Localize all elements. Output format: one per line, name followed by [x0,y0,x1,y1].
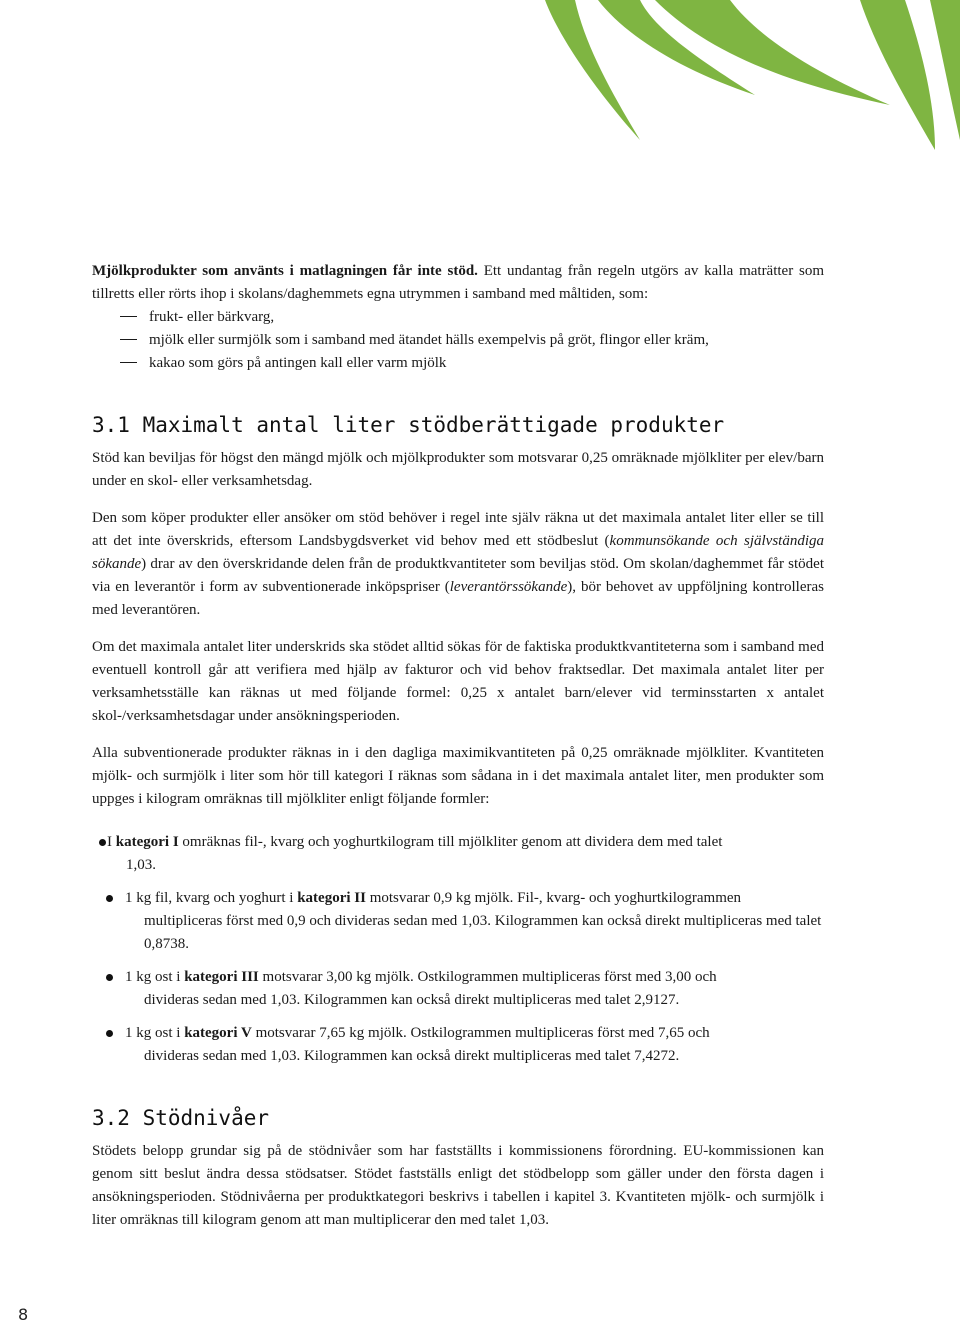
section-heading-3-2: 3.2 Stödnivåer [92,1106,270,1130]
intro-text: Ett undantag från regeln utgörs av kalla maträtter som tillretts eller rörts ihop i skolans/daghemmets egna utrymmen i samband med måltiden, som: [92,263,824,302]
bullet-dot-icon [106,974,113,981]
intro-dash-list [92,306,824,375]
bullet-dot-icon [106,895,113,902]
green-leaf-decoration [0,0,960,160]
page-number: 8 [18,1305,29,1324]
bullet-dot-icon [99,839,106,846]
p2-text-c: ), bör behovet av uppföljning kontrolleras med leverantören. [92,579,824,618]
bullet-item-category-3: 1 kg ost i kategori III motsvarar 3,00 kg mjölk. Ostkilogrammen multipliceras först med 3,00 och divideras sedan med 1,03. Kilogrammen kan också direkt multipliceras med talet 2,9127. [92,966,824,1012]
section1-paragraph-3: Om det maximala antalet liter underskrids ska stödet alltid sökas för de faktiska produktkvantiteterna som i samband med eventuell kontroll går att verifiera med hjälp av fakturor och vid behov fraktsedlar. Det maximala antalet liter per verksamhetsställe kan räknas ut med följande formel: 0,25 x antalet barn/elever vid terminsstarten x antalet skol-/verksamhetsdagar under ansökningsperioden. [92,639,824,724]
p2-text-b: ) drar av den överskridande delen från de produktkvantiteter som beviljas stöd. Om skolan/daghemmet får stödet via en leverantör i form av subventionerade inköpspriser ( [92,556,824,595]
bullet-item-category-5: 1 kg ost i kategori V motsvarar 7,65 kg mjölk. Ostkilogrammen multipliceras först med 7,65 och divideras sedan med 1,03. Kilogrammen kan också direkt multipliceras med talet 7,4272. [92,1022,824,1068]
document-body [92,260,824,1232]
intro-bold-sentence: Mjölkprodukter som använts i matlagningen får inte stöd. [92,263,478,279]
p2-text-a: Den som köper produkter eller ansöker om stöd behöver i regel inte själv räkna ut det maximala antalet liter eller se till att det inte överskrids, eftersom Landsbygdsverket vid behov med ett stödbeslut ( [92,510,824,549]
p2-italic-applicants: kommunsökande och självständiga sökande [92,533,824,572]
bullet-item-category-1: I kategori I omräknas fil-, kvarg och yoghurtkilogram till mjölkliter genom att dividera dem med talet 1,03. [92,831,824,877]
section1-paragraph-1: Stöd kan beviljas för högst den mängd mjölk och mjölkprodukter som motsvarar 0,25 omräknade mjölkliter per elev/barn under en skol- eller verksamhetsdag. [92,450,824,489]
p2-italic-supplier: leverantörssökande [449,579,568,595]
section2-paragraph-1: Stödets belopp grundar sig på de stödnivåer som har fastställts i kommissionens förordning. EU-kommissionen kan genom sitt beslut ändra dessa stödsatser. Stödet fastställs enligt det stödbelopp som gäller under den första dagen i ansökningsperioden. Stödnivåerna per produktkategori beskrivs i tabellen i kapitel 3. Kvantiteten mjölk- och surmjölk i liter omräknas till kilogram genom att man multiplicerar den med talet 1,03. [92,1143,824,1228]
section1-paragraph-2 [92,507,824,622]
dash-list-item: frukt- eller bärkvarg, [92,306,824,329]
conversion-bullet-list [92,831,824,1068]
bullet-item-category-2: 1 kg fil, kvarg och yoghurt i kategori II motsvarar 0,9 kg mjölk. Fil-, kvarg- och yoghurtkilogrammen multipliceras först med 0,9 och divideras sedan med 1,03. Kilogrammen kan också direkt multipliceras med talet 0,8738. [92,887,824,956]
section-heading-3-1: 3.1 Maximalt antal liter stödberättigade produkter [92,413,725,437]
section1-paragraph-4: Alla subventionerade produkter räknas in i den dagliga maximikvantiteten på 0,25 omräknade mjölkliter. Kvantiteten mjölk- och surmjölk i liter som hör till kategori I räknas som sådana in i det maximala antalet liter, men produkter som uppges i kilogram omräknas till mjölkliter enligt följande formler: [92,745,824,807]
bullet-dot-icon [106,1030,113,1037]
intro-paragraph [92,260,824,306]
dash-list-item: mjölk eller surmjölk som i samband med ätandet hälls exempelvis på gröt, flingor eller kräm, [92,329,824,352]
dash-list-item: kakao som görs på antingen kall eller varm mjölk [92,352,824,375]
